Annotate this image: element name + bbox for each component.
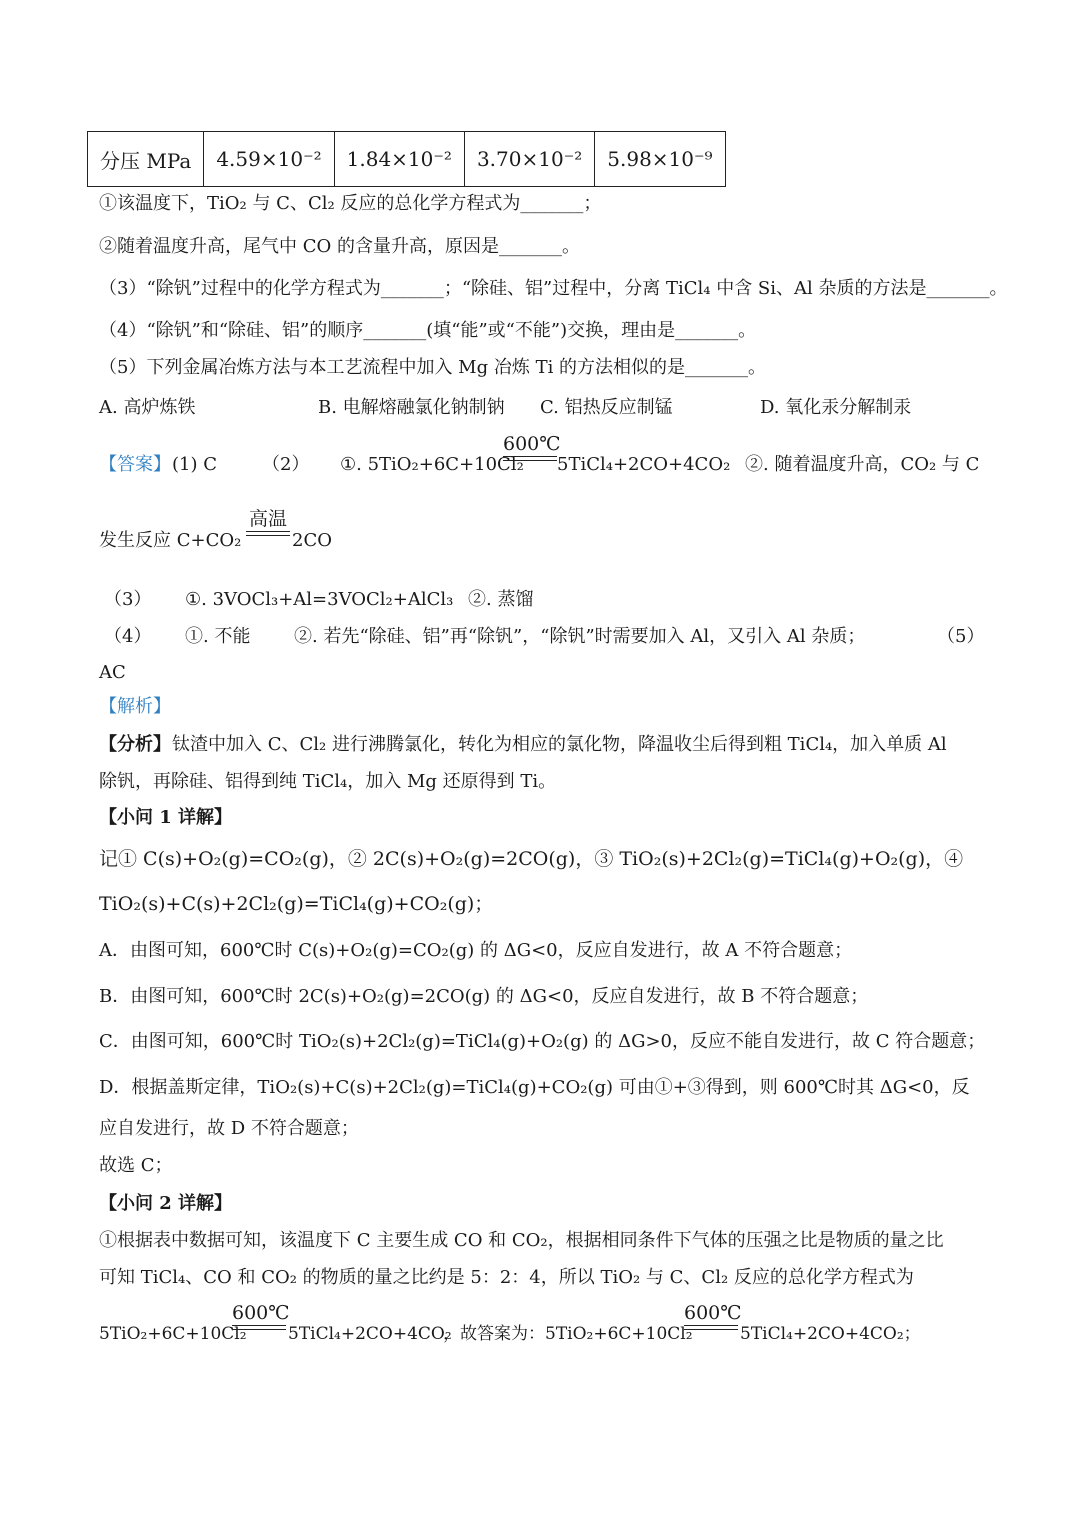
equals-sign: [684, 1325, 738, 1330]
table-header-cell: 分压 MPa: [88, 132, 204, 187]
analysis-heading: 【分析】: [99, 734, 171, 755]
reaction-condition: [246, 510, 290, 536]
option-c: C. 铝热反应制锰: [540, 397, 673, 418]
answer-3a: ①. 3VOCl₃+Al=3VOCl₂+AlCl₃: [185, 589, 454, 610]
analysis-option-c: C．由图可知，600℃时 TiO₂(s)+2Cl₂(g)=TiCl₄(g)+O₂(g) 的 ΔG>0，反应不能自发进行，故 C 符合题意；: [99, 1031, 986, 1052]
answer-statement: ，故答案为：5TiO₂+6C+10Cl₂: [443, 1324, 693, 1344]
answer-tag: 【答案】: [99, 454, 171, 475]
analysis-text: 可知 TiCl₄、CO 和 CO₂ 的物质的量之比约是 5：2：4，所以 TiO₂ 与 C、Cl₂ 反应的总化学方程式为: [99, 1267, 914, 1288]
analysis-option-b: B．由图可知，600℃时 2C(s)+O₂(g)=2CO(g) 的 ΔG<0，反应自发进行，故 B 不符合题意；: [99, 986, 869, 1007]
equation-lhs: 5TiO₂+6C+10Cl₂: [99, 1324, 247, 1344]
sub-question-1-heading: 【小问 1 详解】: [99, 807, 233, 828]
option-a: A. 高炉炼铁: [99, 397, 196, 418]
analysis-text: ①根据表中数据可知，该温度下 C 主要生成 CO 和 CO₂，根据相同条件下气体的压强之比是物质的量之比: [99, 1230, 944, 1251]
answer-2b-rhs: 2CO: [292, 530, 332, 551]
question-2-part-2: ②随着温度升高，尾气中 CO 的含量升高，原因是_______。: [99, 236, 580, 257]
condition-label: 600℃: [684, 1302, 742, 1324]
table-cell: 4.59×10⁻²: [204, 132, 334, 187]
condition-label: 600℃: [503, 433, 561, 455]
analysis-option-d: 应自发进行，故 D 不符合题意；: [99, 1118, 359, 1139]
table-cell: 1.84×10⁻²: [334, 132, 464, 187]
analysis-text: 钛渣中加入 C、Cl₂ 进行沸腾氯化，转化为相应的氯化物，降温收尘后得到粗 TiCl₄，加入单质 Al: [172, 734, 947, 755]
answer-2a-rhs: 5TiCl₄+2CO+4CO₂: [557, 454, 731, 475]
answer-5: AC: [99, 662, 126, 683]
table-row: [88, 132, 726, 187]
sub-question-2-heading: 【小问 2 详解】: [99, 1193, 233, 1214]
equation-rhs: 5TiCl₄+2CO+4CO₂: [288, 1324, 452, 1344]
answer-4a: ①. 不能: [185, 626, 251, 647]
partial-pressure-table: [87, 131, 726, 187]
reaction-list: TiO₂(s)+C(s)+2Cl₂(g)=TiCl₄(g)+CO₂(g)；: [99, 893, 494, 915]
condition-label: 高温: [248, 508, 287, 530]
table-cell: 5.98×10⁻⁹: [595, 132, 725, 187]
answer-2a-lhs: ①. 5TiO₂+6C+10Cl₂: [340, 454, 524, 475]
answer-2b-cont: 发生反应 C+CO₂: [99, 530, 242, 551]
answer-2-label: （2）: [262, 454, 310, 475]
answer-3-label: （3）: [104, 589, 152, 610]
table-cell: 3.70×10⁻²: [464, 132, 594, 187]
reaction-list: 记① C(s)+O₂(g)=CO₂(g)，② 2C(s)+O₂(g)=2CO(g)，③ TiO₂(s)+2Cl₂(g)=TiCl₄(g)+O₂(g)，④: [99, 848, 964, 870]
reaction-condition: [684, 1302, 742, 1330]
condition-label: 600℃: [232, 1302, 290, 1324]
option-d: D. 氧化汞分解制汞: [760, 397, 912, 418]
question-2-part-1: ①该温度下，TiO₂ 与 C、Cl₂ 反应的总化学方程式为_______；: [99, 193, 602, 214]
analysis-option-a: A．由图可知，600℃时 C(s)+O₂(g)=CO₂(g) 的 ΔG<0，反应自发进行，故 A 不符合题意；: [99, 940, 853, 961]
equation-rhs: 5TiCl₄+2CO+4CO₂；: [740, 1324, 921, 1344]
answer-4-label: （4）: [104, 626, 152, 647]
answer-1: (1) C: [172, 454, 217, 475]
answer-5-label: （5）: [937, 626, 985, 647]
option-b: B. 电解熔融氯化钠制钠: [318, 397, 505, 418]
equals-sign: [232, 1325, 286, 1330]
answer-3b: ②. 蒸馏: [468, 589, 534, 610]
analysis-tag: 【解析】: [99, 696, 171, 717]
question-3: （3）“除钒”过程中的化学方程式为_______；“除硅、铝”过程中，分离 TiCl₄ 中含 Si、Al 杂质的方法是_______。: [99, 278, 1008, 299]
analysis-text: 除钒，再除硅、铝得到纯 TiCl₄，加入 Mg 还原得到 Ti。: [99, 771, 557, 792]
equals-sign: [503, 456, 557, 461]
answer-2b: ②. 随着温度升高，CO₂ 与 C: [745, 454, 980, 475]
choice-statement: 故选 C；: [99, 1155, 173, 1176]
reaction-condition: [503, 433, 561, 461]
question-5: （5）下列金属冶炼方法与本工艺流程中加入 Mg 冶炼 Ti 的方法相似的是_______。: [99, 357, 767, 378]
analysis-option-d: D．根据盖斯定律，TiO₂(s)+C(s)+2Cl₂(g)=TiCl₄(g)+CO₂(g) 可由①+③得到，则 600℃时其 ΔG<0，反: [99, 1077, 970, 1098]
reaction-condition: [232, 1302, 290, 1330]
answer-4b: ②. 若先“除硅、铝”再“除钒”，“除钒”时需要加入 Al，又引入 Al 杂质；: [294, 626, 866, 647]
question-4: （4）“除钒”和“除硅、铝”的顺序_______(填“能”或“不能”)交换，理由是_______。: [99, 320, 757, 341]
equals-sign: [246, 531, 290, 536]
